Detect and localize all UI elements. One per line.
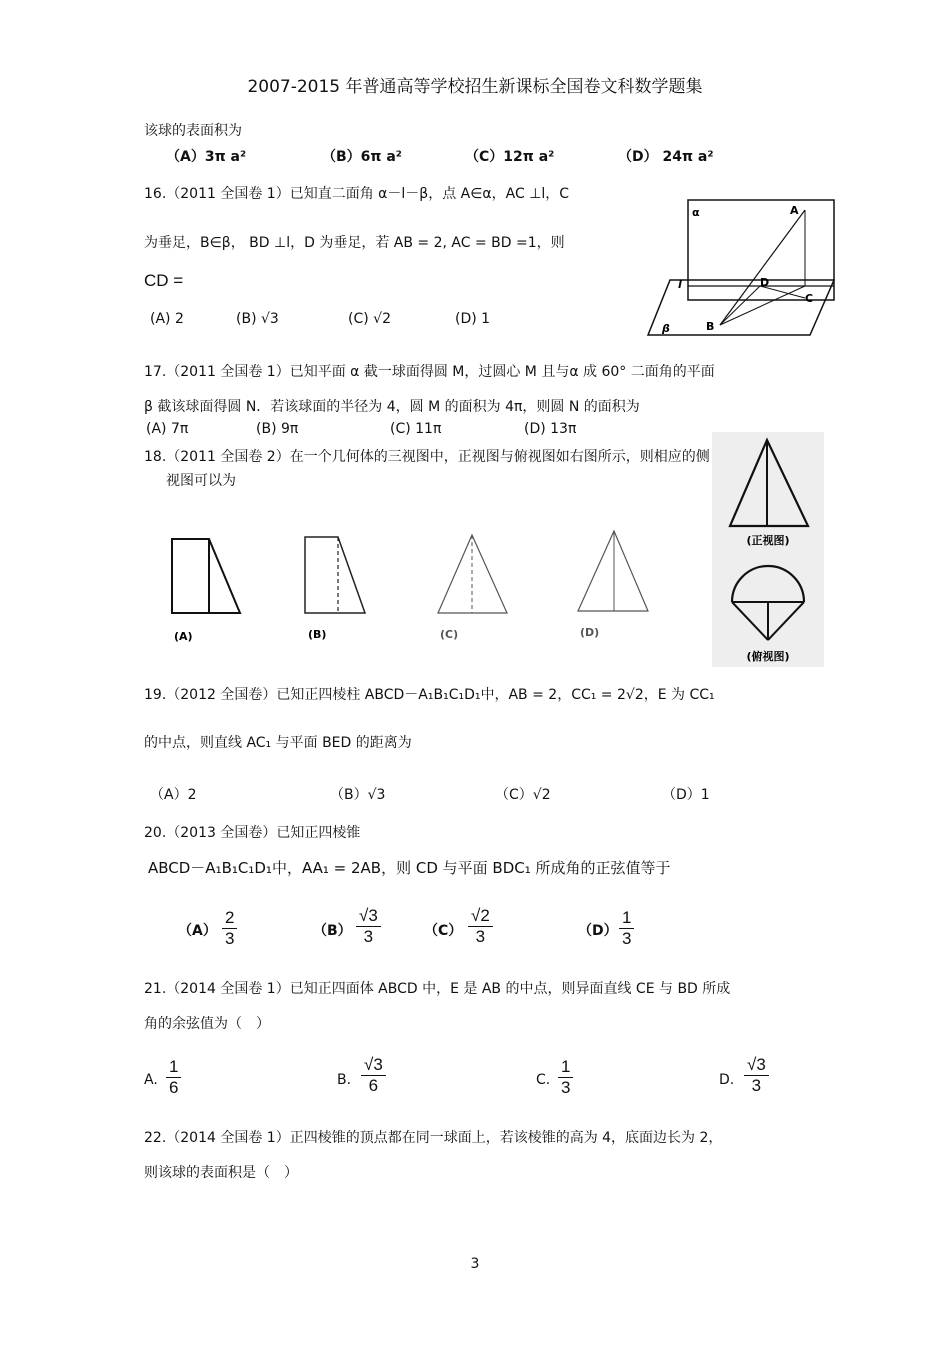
q18-label-d: (D) bbox=[580, 626, 600, 639]
front-view-label: (正视图) bbox=[746, 534, 790, 547]
q18-line1: 18.（2011 全国卷 2）在一个几何体的三视图中，正视图与俯视图如右图所示，则相应的侧 bbox=[144, 449, 710, 465]
denominator: 3 bbox=[363, 926, 374, 946]
q21-option-a-fraction bbox=[166, 1057, 181, 1097]
q20-option-c-fraction bbox=[468, 906, 493, 946]
numerator: √3 bbox=[744, 1055, 769, 1076]
q22-line1: 22.（2014 全国卷 1）正四棱锥的顶点都在同一球面上，若该棱锥的高为 4，底面边长为 2， bbox=[144, 1130, 723, 1146]
q20-option-b-label: （B） bbox=[313, 923, 352, 939]
q19-line2: 的中点，则直线 AC₁ 与平面 BED 的距离为 bbox=[144, 735, 412, 751]
q16-option-a: (A) 2 bbox=[150, 311, 184, 327]
q19-line1: 19.（2012 全国卷）已知正四棱柱 ABCD－A₁B₁C₁D₁中，AB = 2，CC₁ = 2√2，E 为 CC₁ bbox=[144, 687, 715, 703]
q15-option-b: （B）6π a² bbox=[322, 149, 402, 165]
q21-line1: 21.（2014 全国卷 1）已知正四面体 ABCD 中，E 是 AB 的中点，则异面直线 CE 与 BD 所成 bbox=[144, 981, 731, 997]
q20-option-b-fraction bbox=[356, 906, 381, 946]
numerator: 1 bbox=[558, 1057, 573, 1078]
q18-figure-c bbox=[438, 535, 507, 613]
page-number: 3 bbox=[470, 1256, 480, 1272]
q20-option-a-label: （A） bbox=[178, 923, 217, 939]
label-b: B bbox=[706, 320, 715, 333]
q18-three-view-figure bbox=[712, 432, 824, 667]
label-l: l bbox=[678, 278, 682, 291]
q18-option-figures bbox=[162, 525, 722, 650]
q20-option-a-fraction bbox=[222, 908, 237, 948]
q18-figure-b bbox=[305, 537, 365, 613]
numerator: 2 bbox=[222, 908, 237, 929]
q21-option-b-label: B. bbox=[337, 1072, 352, 1088]
plane-beta bbox=[648, 280, 834, 335]
q16-option-d: (D) 1 bbox=[455, 311, 491, 327]
q15-tail: 该球的表面积为 bbox=[144, 123, 242, 139]
label-d: D bbox=[760, 276, 770, 289]
q18-label-c: (C) bbox=[440, 628, 459, 641]
denominator: 3 bbox=[225, 928, 235, 948]
q16-line3: CD = bbox=[144, 271, 184, 290]
q17-option-b: (B) 9π bbox=[256, 421, 299, 437]
denominator: 3 bbox=[561, 1077, 571, 1097]
q15-option-a: （A）3π a² bbox=[166, 149, 247, 165]
q17-option-d: (D) 13π bbox=[524, 421, 577, 437]
label-c: C bbox=[805, 292, 814, 305]
q21-option-d-fraction bbox=[744, 1055, 769, 1095]
label-a: A bbox=[790, 204, 799, 217]
numerator: √3 bbox=[356, 906, 381, 927]
q18-line2: 视图可以为 bbox=[166, 473, 236, 489]
q19-option-b: （B）√3 bbox=[330, 787, 386, 803]
numerator: 1 bbox=[166, 1057, 181, 1078]
q20-line2: ABCD－A₁B₁C₁D₁中，AA₁ = 2AB，则 CD 与平面 BDC₁ 所成角的正弦值等于 bbox=[148, 859, 671, 877]
numerator: √3 bbox=[361, 1055, 386, 1076]
q16-option-b: (B) √3 bbox=[236, 311, 279, 327]
numerator: 1 bbox=[619, 908, 634, 929]
top-view-label: (俯视图) bbox=[746, 650, 790, 663]
q16-line1: 16.（2011 全国卷 1）已知直二面角 α－l－β，点 A∈α，AC ⊥l，C bbox=[144, 186, 570, 202]
q21-option-d-label: D. bbox=[719, 1072, 735, 1088]
q20-option-c-label: （C） bbox=[424, 923, 463, 939]
q19-option-c: （C）√2 bbox=[495, 787, 551, 803]
q20-option-d-label: （D） bbox=[578, 923, 618, 939]
q17-line2: β 截该球面得圆 N．若该球面的半径为 4，圆 M 的面积为 4π，则圆 N 的面积为 bbox=[144, 399, 640, 415]
segment-ab bbox=[720, 210, 805, 325]
q18-figure-a bbox=[172, 539, 240, 613]
q18-label-a: (A) bbox=[174, 630, 193, 643]
q21-option-b-fraction bbox=[361, 1055, 386, 1095]
numerator: √2 bbox=[468, 906, 493, 927]
label-alpha: α bbox=[692, 206, 700, 219]
denominator: 3 bbox=[475, 926, 486, 946]
q21-option-a-label: A. bbox=[144, 1072, 158, 1088]
q21-line2: 角的余弦值为（ ） bbox=[144, 1016, 270, 1032]
segment-bc bbox=[720, 286, 805, 325]
q21-option-c-fraction bbox=[558, 1057, 573, 1097]
denominator: 6 bbox=[368, 1075, 379, 1095]
q17-option-a: (A) 7π bbox=[146, 421, 189, 437]
denominator: 6 bbox=[169, 1077, 179, 1097]
q15-option-d: （D） 24π a² bbox=[618, 149, 714, 165]
q18-label-b: (B) bbox=[308, 628, 327, 641]
q18-figure-d bbox=[578, 531, 648, 611]
page-title: 2007-2015 年普通高等学校招生新课标全国卷文科数学题集 bbox=[247, 77, 703, 97]
q17-line1: 17.（2011 全国卷 1）已知平面 α 截一球面得圆 M，过圆心 M 且与α 成 60° 二面角的平面 bbox=[144, 364, 715, 380]
q20-option-d-fraction bbox=[619, 908, 634, 948]
q19-option-d: （D）1 bbox=[662, 787, 710, 803]
q17-option-c: (C) 11π bbox=[390, 421, 442, 437]
denominator: 3 bbox=[751, 1075, 762, 1095]
q16-dihedral-figure bbox=[640, 190, 840, 340]
label-beta: β bbox=[662, 322, 670, 335]
q16-option-c: (C) √2 bbox=[348, 311, 391, 327]
q15-option-c: （C）12π a² bbox=[465, 149, 555, 165]
q21-option-c-label: C. bbox=[536, 1072, 551, 1088]
q22-line2: 则该球的表面积是（ ） bbox=[144, 1165, 298, 1181]
q16-line2: 为垂足，B∈β， BD ⊥l，D 为垂足，若 AB = 2, AC = BD =1，则 bbox=[144, 235, 565, 251]
denominator: 3 bbox=[622, 928, 632, 948]
q19-option-a: （A）2 bbox=[150, 787, 197, 803]
segment-bd bbox=[720, 286, 760, 325]
q20-line1: 20.（2013 全国卷）已知正四棱锥 bbox=[144, 825, 361, 841]
